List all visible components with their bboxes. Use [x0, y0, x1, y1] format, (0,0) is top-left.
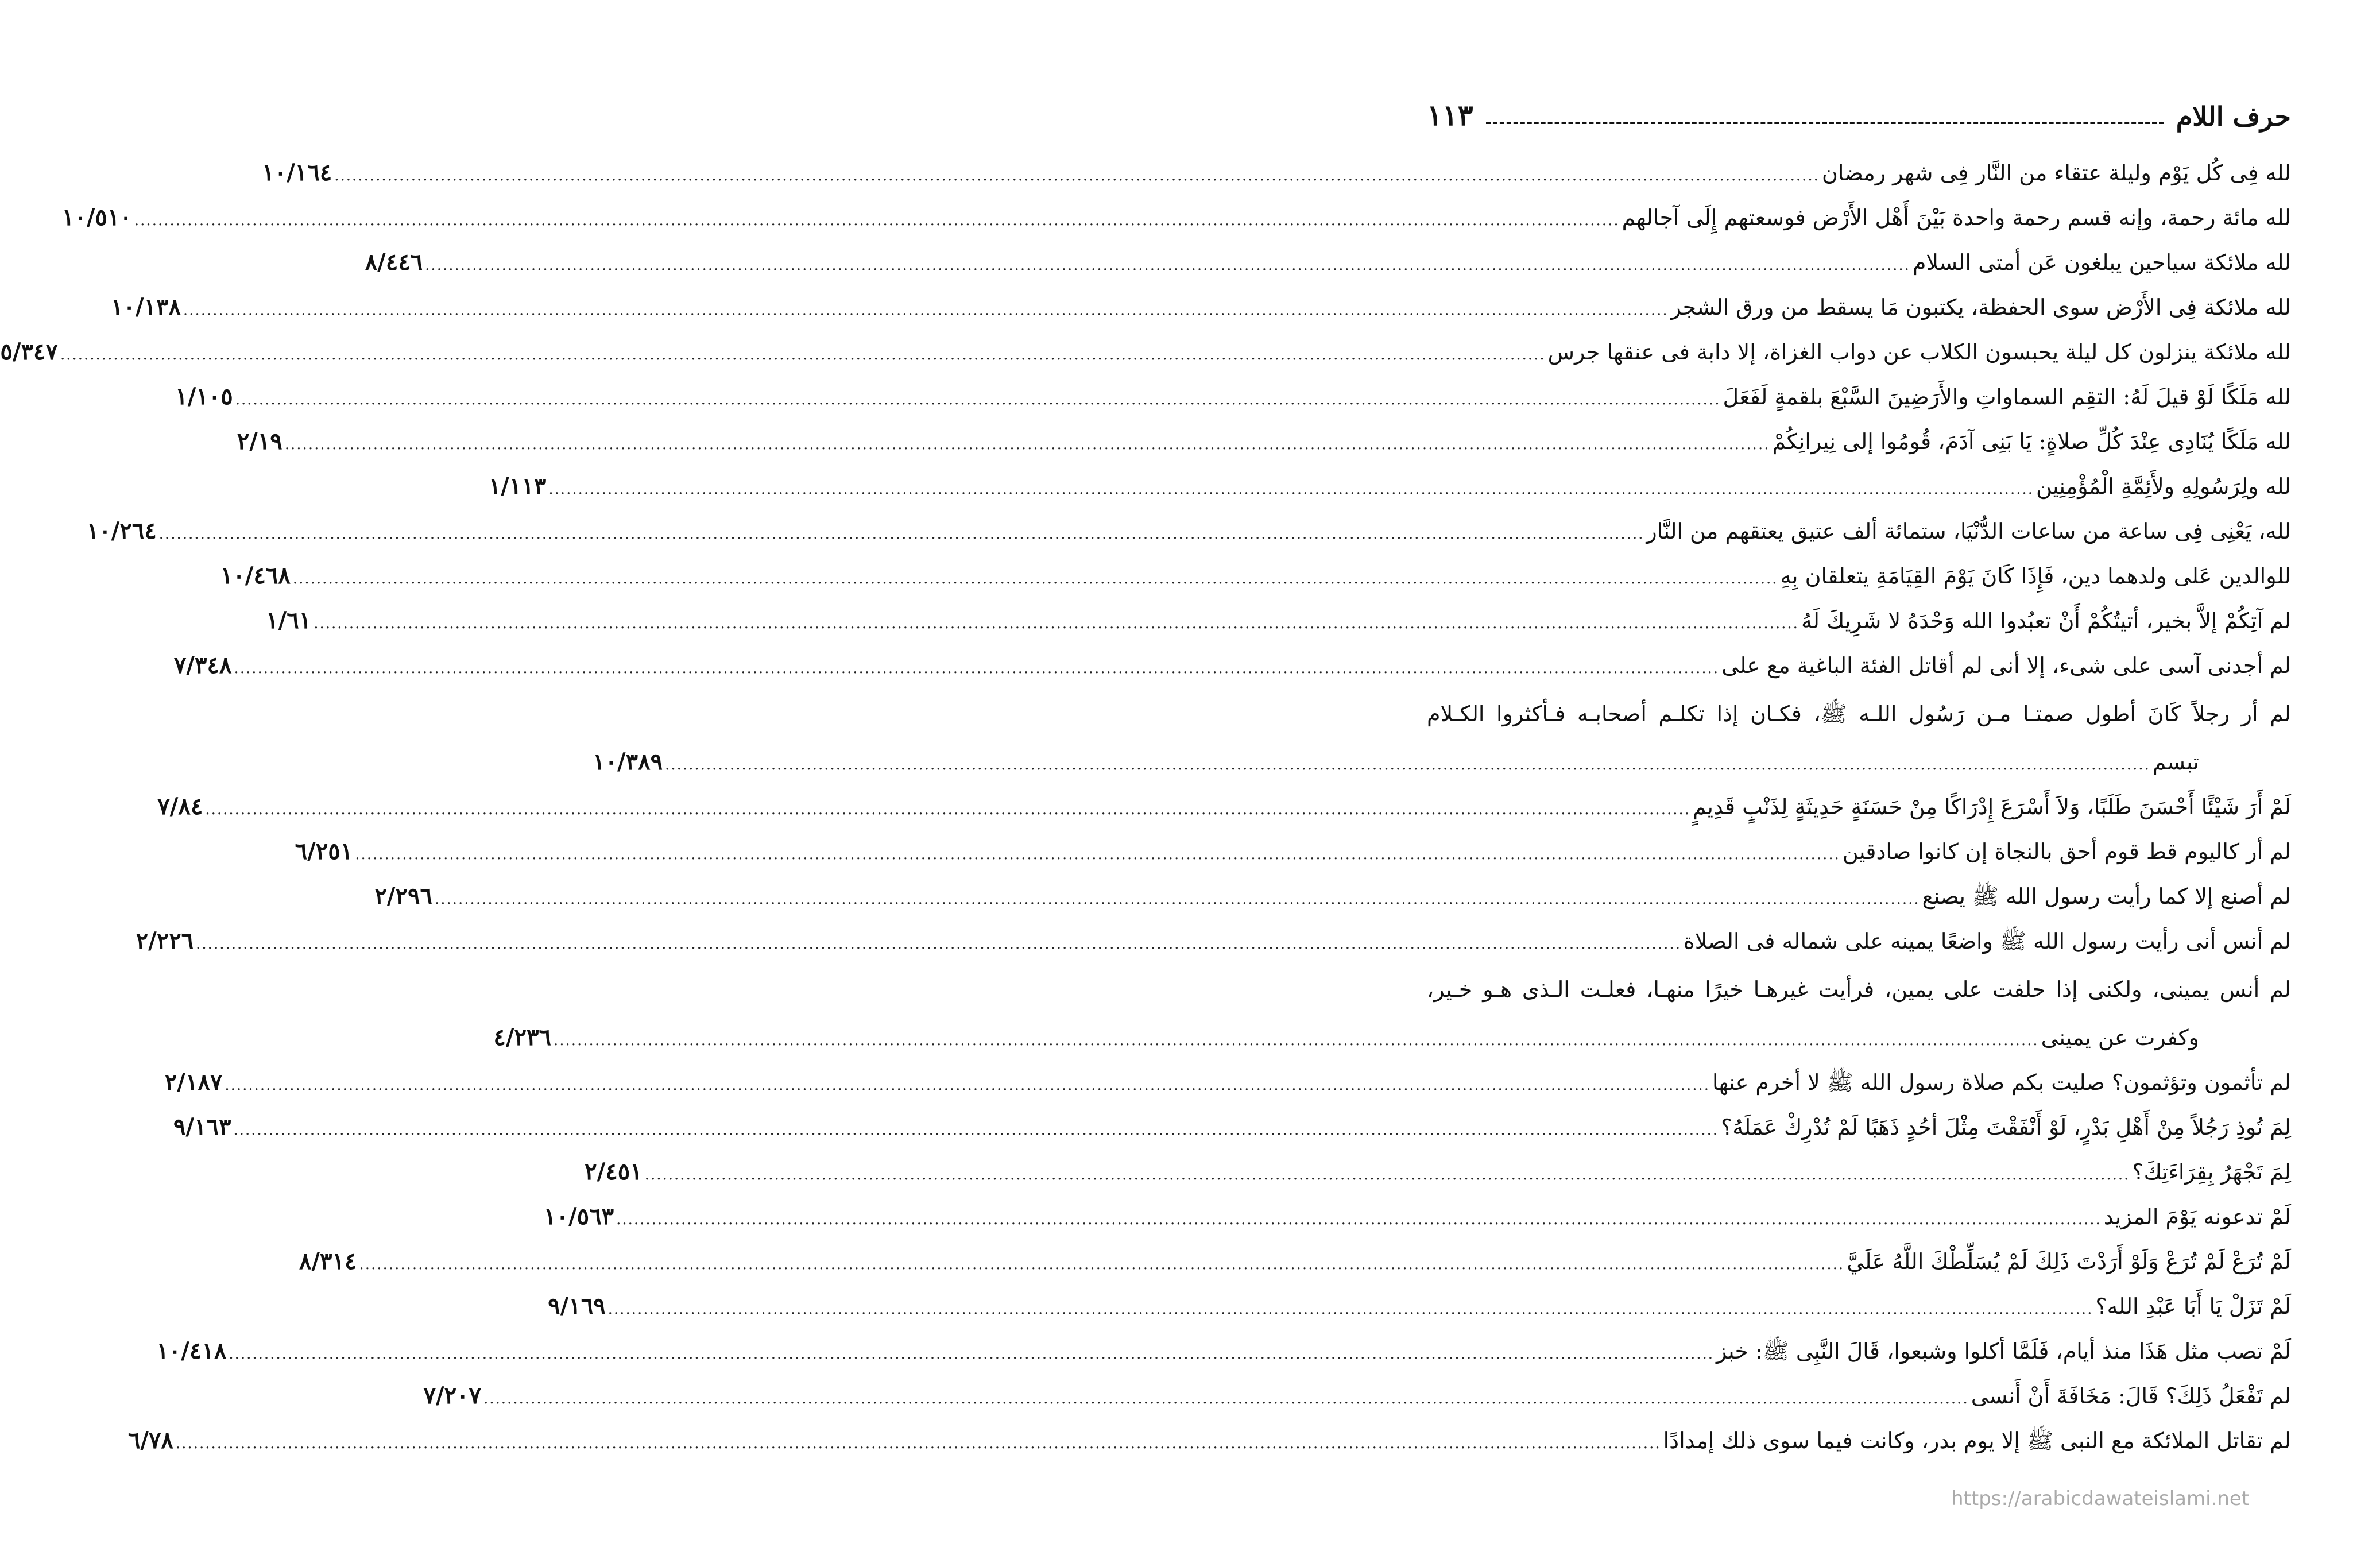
- leader-dots: ............................................................................................................................................................................................................................................................: [175, 1435, 1661, 1452]
- entry-text: لم أنس أنى رأيت رسول الله ﷺ واضعًا يمينه على شماله فى الصلاة: [1683, 928, 2291, 954]
- entry-line: [374, 874, 2291, 919]
- index-entry: [266, 598, 2291, 643]
- entry-line: [299, 1239, 2291, 1284]
- entry-text: لم أصنع إلا كما رأيت رسول الله ﷺ يصنع: [1922, 884, 2291, 909]
- index-entry: [220, 554, 2291, 598]
- leader-dots: ............................................................................................................................................................................................................................................................: [229, 1345, 1715, 1363]
- leader-dots: ............................................................................................................................................................................................................................................................: [234, 660, 1720, 677]
- entry-text: لله فِى كُل يَوْم وليلة عتقاء من النَّار فِى شهر رمضان: [1821, 160, 2291, 185]
- chapter-title: حرف اللام: [2176, 101, 2291, 132]
- entry-text: لَمْ تصب مثل هَذَا منذ أيام، فَلَمَّا أكلوا وشبعوا، قَالَ النَّبِى ﷺ: خبز: [1716, 1338, 2291, 1364]
- entry-text: لَمْ تَزَلْ يَا أَبَا عَبْدِ الله؟: [2095, 1294, 2291, 1319]
- entry-text: للوالدين عَلى ولدهما دين، فَإِذَا كَانَ يَوْمَ القِيَامَةِ يتعلقان بِهِ: [1780, 563, 2291, 589]
- entry-line: [295, 829, 2291, 874]
- entry-line: [266, 598, 2291, 643]
- entry-reference: ١/٦١: [266, 607, 312, 634]
- entry-reference: ١٠/٣٨٩: [593, 748, 663, 775]
- index-entry: [0, 330, 2291, 374]
- entry-line: [544, 1194, 2291, 1239]
- entry-reference: ٤/٢٣٦: [493, 1024, 551, 1051]
- entry-continuation: وكفرت عن يمينى: [2041, 1025, 2199, 1050]
- entry-reference: ١٠/١٦٤: [262, 159, 332, 186]
- index-entry: [175, 374, 2291, 419]
- entry-reference: ٢/١٩: [237, 428, 282, 455]
- leader-dots: ............................................................................................................................................................................................................................................................: [483, 1390, 1969, 1407]
- leader-dots: ............................................................................................................................................................................................................................................................: [205, 801, 1691, 818]
- entry-text: لِمَ تُوذِ رَجُلاً مِنْ أَهْلِ بَدْرٍ، لَوْ أَنْفَقْتَ مِثْلَ أحُدٍ ذَهَبًا لَمْ تُدْرِكْ عَمَلَهُ؟: [1721, 1115, 2291, 1140]
- entry-line: [136, 919, 2291, 964]
- entry-reference: ١٠/٥١٠: [61, 204, 132, 231]
- entry-reference: ١٠/٥٦٣: [544, 1203, 614, 1230]
- leader-dots: ............................................................................................................................................................................................................................................................: [607, 1301, 2093, 1318]
- index-entry: [493, 964, 2291, 1060]
- entry-reference: ٩/١٦٣: [173, 1113, 231, 1140]
- leader-dots: ............................................................................................................................................................................................................................................................: [233, 1121, 1719, 1139]
- index-list: [0, 150, 2291, 1463]
- entry-text: لَمْ أَرَ شَيْئًا أَحْسَنَ طَلَبًا، وَلاَ أَسْرَعَ إِدْرَاكًا مِنْ حَسَنَةٍ حَدِيثَةٍ لِذَنْبٍ قَدِيمٍ: [1693, 794, 2291, 819]
- entry-reference: ١/١١٣: [488, 473, 547, 500]
- entry-line: [548, 1284, 2291, 1329]
- entry-continuation: تبسم: [2152, 749, 2199, 775]
- leader-dots: ............................................................................................................................................................................................................................................................: [314, 615, 1799, 632]
- entry-reference: ٢/٤٥١: [585, 1158, 643, 1185]
- entry-reference: ٧/٢٠٧: [423, 1382, 482, 1409]
- entry-reference: ٢/٢٢٦: [136, 927, 194, 954]
- entry-line: [423, 1373, 2291, 1418]
- entry-line: [173, 643, 2291, 688]
- leader-dots: ............................................................................................................................................................................................................................................................: [292, 570, 1778, 587]
- entry-text: لله ولِرَسُولِهِ ولأَئِمَّةِ الْمُؤْمِنِين: [2036, 474, 2291, 499]
- entry-line: [593, 740, 2291, 784]
- index-entry: [423, 1373, 2291, 1418]
- entry-reference: ١٠/٤١٨: [156, 1337, 227, 1364]
- leader-dots: ............................................................................................................................................................................................................................................................: [644, 1166, 2130, 1183]
- index-entry: [136, 919, 2291, 964]
- leader-dots: ............................................................................................................................................................................................................................................................: [425, 257, 1910, 274]
- entry-reference: ١٠/٢٦٤: [86, 517, 157, 544]
- leader-dots: ............................................................................................................................................................................................................................................................: [355, 846, 1840, 863]
- entry-text: لم أر رجلاً كَانَ أطول صمتـا مـن رَسُول اللـه ﷺ، فكـان إذا تكلـم أصحابـه فـأكثروا الكـلام: [1427, 701, 2291, 726]
- entry-text: لله ملائكة فِى الأَرْض سوى الحفظة، يكتبون مَا يسقط من ورق الشجر: [1670, 295, 2291, 320]
- entry-line: [175, 374, 2291, 419]
- entry-text: لله ملائكة سياحين يبلغون عَن أمتى السلام: [1912, 250, 2291, 275]
- entry-reference: ١/١٠٥: [175, 383, 233, 410]
- entry-text: لله مائة رحمة، وإنه قسم رحمة واحدة بَيْنَ أَهْل الأَرْض فوسعتهم إِلَى آجالهم: [1622, 205, 2291, 230]
- entry-reference: ٢/٢٩٦: [374, 883, 432, 910]
- entry-text: لَمْ تُرَعْ لَمْ تُرَعْ وَلَوْ أَرَدْتَ ذَلِكَ لَمْ يُسَلِّطْكَ اللَّهُ عَلَيَّ: [1847, 1249, 2291, 1274]
- entry-line: [585, 1150, 2291, 1194]
- entry-text: لم أنس يمينى، ولكنى إذا حلفت على يمين، فرأيت غيرهـا خيرًا منهـا، فعلـت الـذى هـو خـير،: [1427, 977, 2291, 1002]
- index-entry: [173, 1105, 2291, 1150]
- entry-reference: ٧/٣٤٨: [173, 652, 232, 679]
- entry-line: [220, 554, 2291, 598]
- leader-dots: ............................................................................................................................................................................................................................................................: [158, 525, 1644, 543]
- entry-text: لم أجدنى آسى على شىء، إلا أنى لم أقاتل الفئة الباغية مع على: [1721, 653, 2291, 678]
- entry-line: [173, 1105, 2291, 1150]
- leader-dots: ............................................................................................................................................................................................................................................................: [548, 481, 2034, 498]
- leader-dots: ............................................................................................................................................................................................................................................................: [183, 301, 1669, 319]
- index-entry: [593, 688, 2291, 784]
- entry-text: لله ملائكة ينزلون كل ليلة يحبسون الكلاب عن دواب الغزاة، إلا دابة فى عنقها جرس: [1547, 339, 2291, 365]
- leader-dots: ............................................................................................................................................................................................................................................................: [553, 1032, 2039, 1049]
- index-entry: [173, 643, 2291, 688]
- index-entry: [164, 1060, 2291, 1105]
- leader-dots: ............................................................................................................................................................................................................................................................: [235, 391, 1721, 408]
- index-entry: [262, 150, 2291, 195]
- entry-line: [61, 195, 2291, 240]
- index-entry: [86, 509, 2291, 554]
- leader-dots: ............................................................................................................................................................................................................................................................: [60, 346, 1546, 363]
- leader-dots: ............................................................................................................................................................................................................................................................: [134, 212, 1620, 229]
- entry-text: لم أر كاليوم قط قوم أحق بالنجاة إن كانوا صادقين: [1842, 839, 2291, 864]
- entry-line: [237, 419, 2291, 464]
- entry-line: [493, 1015, 2291, 1060]
- entry-line: [156, 1329, 2291, 1373]
- entry-reference: ٢/١٨٧: [164, 1069, 223, 1096]
- entry-line: [164, 1060, 2291, 1105]
- entry-line: [488, 464, 2291, 509]
- leader-dots: ............................................................................................................................................................................................................................................................: [434, 891, 1920, 908]
- entry-reference: ٨/٣١٤: [299, 1248, 357, 1275]
- entry-reference: ٦/٧٨: [127, 1427, 173, 1454]
- entry-text: لم تأثمون وتؤثمون؟ صليت بكم صلاة رسول الله ﷺ لا أخرم عنها: [1712, 1070, 2291, 1095]
- leader-dots: ............................................................................................................................................................................................................................................................: [665, 756, 2150, 773]
- entry-text: لم آتِكُمْ إلاَّ بخير، أتيتُكُمْ أَنْ تعبُدوا الله وَحْدَهُ لا شَرِيكَ لَهُ: [1801, 608, 2291, 633]
- leader-dots: ............................................................................................................................................................................................................................................................: [334, 167, 1820, 184]
- leader-dots: ............................................................................................................................................................................................................................................................: [225, 1077, 1710, 1094]
- entry-line: [86, 509, 2291, 554]
- index-entry: [544, 1194, 2291, 1239]
- entry-reference: ٨/٤٤٦: [365, 249, 423, 276]
- entry-text: لله مَلَكًا لَوْ قيلَ لَهُ: التقِم السماواتِ والأَرَضِينَ السَّبْعَ بلقمةٍ لَفَعَلَ: [1723, 384, 2291, 409]
- entry-reference: ٥/٣٤٧: [0, 338, 58, 365]
- entry-text: لله، يَعْنِى فِى ساعة من ساعات الدُّنْيَا، ستمائة ألف عتيق يعتقهم من النَّار: [1646, 519, 2291, 544]
- index-entry: [237, 419, 2291, 464]
- entry-reference: ١٠/٤٦٨: [220, 562, 291, 589]
- index-entry: [156, 1329, 2291, 1373]
- entry-text: لِمَ تَجْهَرُ بِقِرَاءَتِكَ؟: [2132, 1159, 2291, 1185]
- index-entry: [548, 1284, 2291, 1329]
- page-header: [1427, 92, 2291, 132]
- entry-line: [110, 285, 2291, 330]
- watermark-url: https://arabicdawateislami.net: [1951, 1487, 2250, 1510]
- entry-line: [262, 150, 2291, 195]
- index-entry: [374, 874, 2291, 919]
- index-entry: [488, 464, 2291, 509]
- entry-line: [365, 240, 2291, 285]
- leader-dots: ............................................................................................................................................................................................................................................................: [196, 935, 1681, 953]
- index-entry: [299, 1239, 2291, 1284]
- index-entry: [127, 1418, 2291, 1463]
- page-number: ١١٣: [1427, 98, 1473, 132]
- entry-line: [157, 784, 2291, 829]
- entry-reference: ٩/١٦٩: [548, 1293, 606, 1320]
- entry-line: [0, 330, 2291, 374]
- index-entry: [295, 829, 2291, 874]
- index-entry: [585, 1150, 2291, 1194]
- leader-dots: ............................................................................................................................................................................................................................................................: [284, 436, 1770, 453]
- entry-reference: ٧/٨٤: [157, 793, 203, 820]
- entry-text: لله مَلَكًا يُنَادِى عِنْدَ كُلِّ صلاةٍ: يَا بَنِى آدَمَ، قُومُوا إلى نِيرانِكُمْ: [1772, 429, 2291, 454]
- index-entry: [365, 240, 2291, 285]
- entry-text: لَمْ تدعونه يَوْمَ المزيد: [2103, 1204, 2291, 1229]
- entry-reference: ١٠/١٣٨: [110, 293, 181, 320]
- header-rule: [1486, 122, 2164, 124]
- entry-reference: ٦/٢٥١: [295, 838, 353, 865]
- index-entry: [110, 285, 2291, 330]
- entry-line: [127, 1418, 2291, 1463]
- leader-dots: ............................................................................................................................................................................................................................................................: [616, 1211, 2102, 1228]
- entry-text: لم تَفْعَلُ ذَلِكَ؟ قَالَ: مَخَافَةَ أَنْ أَنسى: [1971, 1383, 2291, 1409]
- entry-text: لم تقاتل الملائكة مع النبى ﷺ إلا يوم بدر، وكانت فيما سوى ذلك إمدادًا: [1663, 1428, 2291, 1453]
- leader-dots: ............................................................................................................................................................................................................................................................: [359, 1256, 1845, 1273]
- index-entry: [61, 195, 2291, 240]
- index-entry: [157, 784, 2291, 829]
